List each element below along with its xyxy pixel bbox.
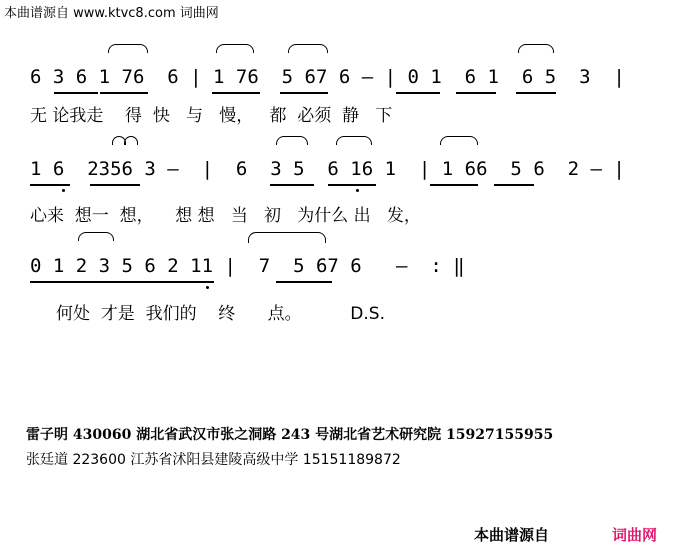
slur-mark: [124, 136, 138, 145]
lyrics-row-1: 无 论我走 得 快 与 慢， 都 必须 静 下: [30, 106, 393, 126]
slur-mark: [288, 44, 328, 53]
underline-mark: [30, 184, 70, 186]
underline-mark: [90, 184, 140, 186]
underline-mark: [396, 92, 440, 94]
octave-dot: [206, 286, 209, 289]
footer-brand-logo[interactable]: 词曲网: [612, 526, 658, 544]
slur-mark: [248, 232, 326, 243]
underline-mark: [516, 92, 556, 94]
underline-mark: [430, 184, 478, 186]
underline-mark: [30, 281, 214, 283]
site-header: 本曲谱源自 www.ktvc8.com 词曲网: [4, 6, 219, 21]
lyrics-row-3: 何处 才是 我们的 终 点。 D.S.: [56, 304, 385, 324]
octave-dot: [356, 189, 359, 192]
underline-mark: [54, 92, 98, 94]
notation-row-3: 0 1 2 3 5 6 2 11 | 7 5 67 6 — : ‖: [30, 255, 465, 277]
notation-row-1: 6 3 6 1 76 6 | 1 76 5 67 6 — | 0 1 6 1 6 5 3 |: [30, 66, 625, 88]
underline-mark: [100, 92, 148, 94]
octave-dot: [62, 189, 65, 192]
slur-mark: [108, 44, 148, 53]
underline-mark: [270, 184, 314, 186]
underline-mark: [276, 281, 332, 283]
slur-mark: [216, 44, 254, 53]
credit-line-1: 雷子明 430060 湖北省武汉市张之洞路 243 号湖北省艺术研究院 15927155955: [26, 427, 554, 443]
underline-mark: [456, 92, 496, 94]
credit-line-2: 张廷道 223600 江苏省沭阳县建陵高级中学 15151189872: [26, 452, 401, 468]
underline-mark: [494, 184, 534, 186]
slur-mark: [440, 136, 478, 145]
slur-mark: [276, 136, 308, 145]
lyrics-row-2: 心来 想一 想， 想 想 当 初 为什么 出 发，: [30, 206, 421, 226]
underline-mark: [328, 184, 376, 186]
slur-mark: [78, 232, 114, 241]
notation-row-2: 1 6 2356 3 — | 6 3 5 6 16 1 | 1 66 5 6 2 — |: [30, 158, 625, 180]
footer-source-label: 本曲谱源自: [474, 526, 550, 544]
underline-mark: [212, 92, 260, 94]
slur-mark: [518, 44, 554, 53]
underline-mark: [280, 92, 328, 94]
slur-mark: [336, 136, 372, 145]
